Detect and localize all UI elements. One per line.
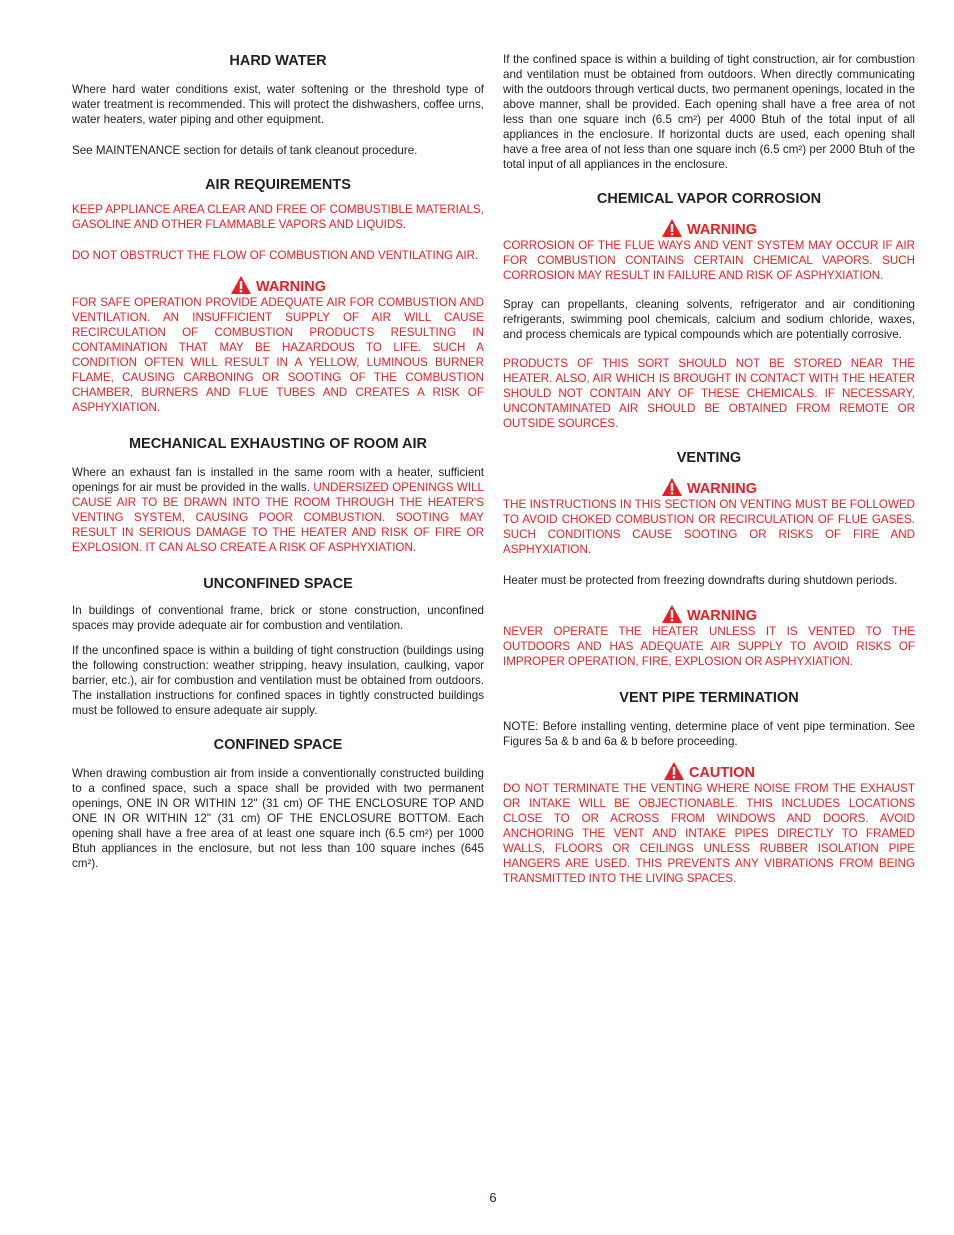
vent-pipe-caution-text: DO NOT TERMINATE THE VENTING WHERE NOISE FROM THE EXHAUST OR INTAKE WILL BE OBJECTIONABLE. THIS INCLUDES LOCATIONS CLOSE TO OR ACROSS FROM WINDOWS AND DOORS. AVOID ANCHORING THE VENT AND INTAKE PIPES DIRECTLY TO FRAMED WALLS, FLOORS OR CEILINGS UNLESS RUBBER ISOLATION PIPE HANGERS ARE USED. THIS PREVENTS ANY VIBRATIONS FROM BEING TRANSMITTED INTO THE LIVING SPACES. <box>503 782 915 885</box>
air-warning-header <box>72 275 484 295</box>
warning-label: WARNING <box>686 481 758 497</box>
air-requirements-heading: AIR REQUIREMENTS <box>205 177 351 193</box>
air-warning-text: FOR SAFE OPERATION PROVIDE ADEQUATE AIR FOR COMBUSTION AND VENTILATION. AN INSUFFICIENT SUPPLY OF AIR WILL CAUSE RECIRCULATION OF COMBUSTION PRODUCTS RESULTING IN CONTAMINATION THAT MAY BE HAZARDOUS TO LIFE. SUCH A CONDITION OFTEN WILL RESULT IN A YELLOW, LUMINOUS BURNER FLAME, CAUSING CARBONING OR SOOTING OF THE COMBUSTION CHAMBER, BURNERS AND FLUE TUBES AND CREATES A RISK OF ASPHYXIATION. <box>72 296 484 414</box>
mechanical-exhausting-warning: UNDERSIZED OPENINGS WILL CAUSE AIR TO BE DRAWN INTO THE ROOM THROUGH THE HEATER'S VENTING SYSTEM, CAUSING POOR COMBUSTION. SOOTING MAY RESULT IN SERIOUS DAMAGE TO THE HEATER AND RISK OF FIRE OR EXPLOSION. IT CAN ALSO CREATE A RISK OF ASPHYXIATION. <box>72 481 484 554</box>
left-column <box>72 52 484 871</box>
page-number: 6 <box>489 1190 497 1205</box>
caution-label: CAUTION <box>688 765 756 781</box>
unconfined-space-heading: UNCONFINED SPACE <box>203 576 353 592</box>
venting-warning-text: THE INSTRUCTIONS IN THIS SECTION ON VENTING MUST BE FOLLOWED TO AVOID CHOKED COMBUSTION OR RECIRCULATION OF FLUE GASES. SUCH CONDITIONS CAUSE SOOTING OR RISKS OF FIRE AND ASPHYXIATION. <box>503 498 915 556</box>
chemical-warning-header <box>503 218 915 238</box>
warning-triangle-icon <box>661 218 683 238</box>
vent-pipe-termination-heading: VENT PIPE TERMINATION <box>619 690 799 706</box>
hard-water-heading: HARD WATER <box>229 53 327 69</box>
warning-label: WARNING <box>255 279 327 295</box>
venting-warning-2-text: NEVER OPERATE THE HEATER UNLESS IT IS VENTED TO THE OUTDOORS AND HAS ADEQUATE AIR SUPPLY TO AVOID RISKS OF IMPROPER OPERATION, FIRE, EXPLOSION OR ASPHYXIATION. <box>503 625 915 668</box>
air-keep-clear-notice: KEEP APPLIANCE AREA CLEAR AND FREE OF COMBUSTIBLE MATERIALS, GASOLINE AND OTHER FLAMMABLE VAPORS AND LIQUIDS. <box>72 203 484 231</box>
chemical-storage-notice: PRODUCTS OF THIS SORT SHOULD NOT BE STORED NEAR THE HEATER. ALSO, AIR WHICH IS BROUGHT IN CONTACT WITH THE HEATER SHOULD NOT CONTAIN ANY OF THESE CHEMICALS. IF NECESSARY, UNCONTAMINATED AIR SHOULD BE OBTAINED FROM REMOTE OR OUTSIDE SOURCES. <box>503 357 915 430</box>
vent-pipe-note: NOTE: Before installing venting, determine place of vent pipe termination. See Figures 5a & b and 6a & b before proceeding. <box>503 720 915 748</box>
confined-space-paragraph: When drawing combustion air from inside a conventionally constructed building to a confined space, such a space shall be provided with two permanent openings, ONE IN OR WITHIN 12" (31 cm) OF THE ENCLOSURE TOP AND ONE IN OR WITHIN 12" (31 cm) OF THE ENCLOSURE BOTTOM. Each opening shall have a free area of at least one square inch (6.5 cm²) per 1000 Btuh appliances in the enclosure, but not less than 100 square inches (645 cm²). <box>72 767 484 870</box>
chemical-warning-text: CORROSION OF THE FLUE WAYS AND VENT SYSTEM MAY OCCUR IF AIR FOR COMBUSTION CONTAINS CERTAIN CHEMICAL VAPORS. SUCH CORROSION MAY RESULT IN FAILURE AND RISK OF ASPHYXIATION. <box>503 239 915 282</box>
venting-freezing-note: Heater must be protected from freezing downdrafts during shutdown periods. <box>503 574 898 587</box>
unconfined-space-paragraph-1: In buildings of conventional frame, brick or stone construction, unconfined spaces may provide adequate air for combustion and ventilation. <box>72 604 484 632</box>
hard-water-paragraph: Where hard water conditions exist, water softening or the threshold type of water treatment is recommended. This will protect the dishwashers, coffee urns, water heaters, water piping and other equipment. <box>72 83 484 126</box>
warning-triangle-icon <box>663 761 685 781</box>
mechanical-exhausting-text: Where an exhaust fan is installed in the same room with a heater, sufficient openings for air must be provided in the walls. <box>72 466 484 494</box>
warning-triangle-icon <box>661 477 683 497</box>
venting-warning-2-header <box>503 604 915 624</box>
chemical-compounds-paragraph: Spray can propellants, cleaning solvents, refrigerator and air conditioning refrigerants, swimming pool chemicals, calcium and sodium chloride, waxes, and process chemicals are typical compounds which are potentially corrosive. <box>503 298 915 341</box>
hard-water-maintenance-note: See MAINTENANCE section for details of tank cleanout procedure. <box>72 144 418 157</box>
vent-pipe-caution-header <box>503 761 915 781</box>
venting-warning-header <box>503 477 915 497</box>
chemical-vapor-heading: CHEMICAL VAPOR CORROSION <box>596 191 822 207</box>
right-column <box>503 52 915 886</box>
confined-space-heading: CONFINED SPACE <box>213 737 343 753</box>
mechanical-exhausting-heading: MECHANICAL EXHAUSTING OF ROOM AIR <box>128 436 428 452</box>
warning-triangle-icon <box>661 604 683 624</box>
venting-heading: VENTING <box>676 450 742 466</box>
confined-space-continuation: If the confined space is within a building of tight construction, air for combustion and ventilation must be obtained from outdoors. When directly communicating with the outdoors through vertical ducts, two permanent openings, located in the above manner, shall be provided. Each opening shall have a free area of not less than one square inch (6.5 cm²) per 4000 Btuh of the total input of all appliances in the enclosure. If horizontal ducts are used, each opening shall have a free area of not less than one square inch (6.5 cm²) per 2000 Btuh of the total input of all appliances in the enclosure. <box>503 53 915 171</box>
mechanical-exhausting-paragraph <box>72 465 484 555</box>
air-do-not-obstruct-notice: DO NOT OBSTRUCT THE FLOW OF COMBUSTION AND VENTILATING AIR. <box>72 249 479 262</box>
warning-label: WARNING <box>686 222 758 238</box>
unconfined-space-paragraph-2: If the unconfined space is within a building of tight construction (buildings using the following construction: weather stripping, heavy insulation, caulking, vapor barrier, etc.), air for combustion and ventilation must be obtained from outdoors. The installation instructions for confined spaces in tightly constructed buildings must be followed to ensure adequate air supply. <box>72 644 484 717</box>
warning-triangle-icon <box>230 275 252 295</box>
warning-label: WARNING <box>686 608 758 624</box>
